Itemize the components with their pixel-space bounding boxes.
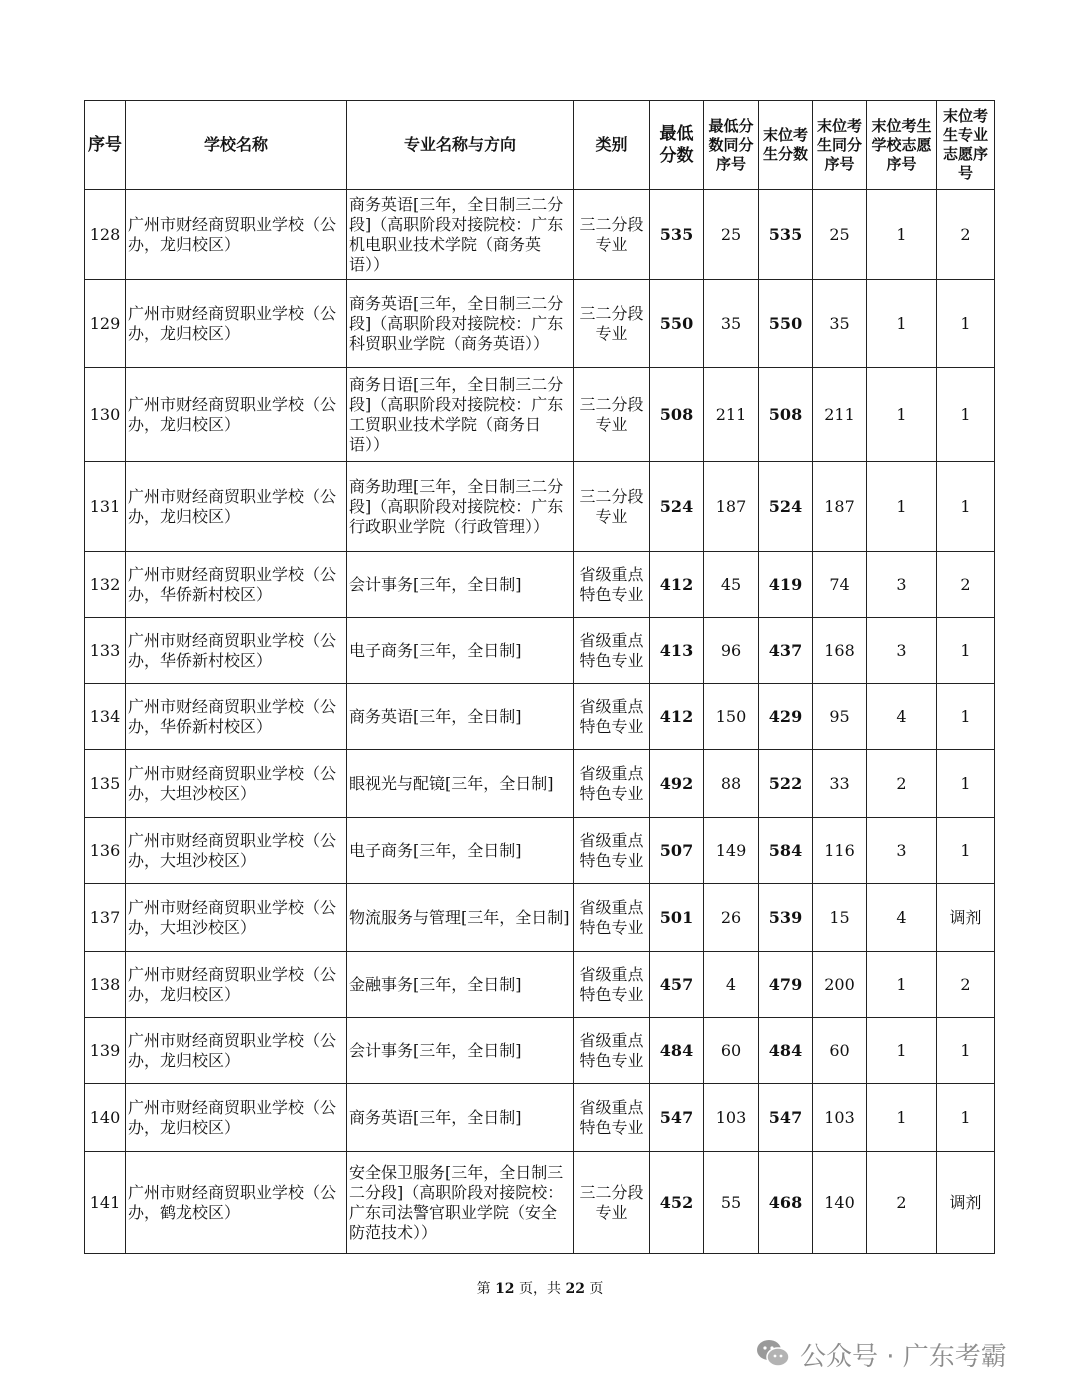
cell-major-pref: 1: [937, 750, 995, 818]
header-school: 学校名称: [126, 101, 347, 190]
cell-last-score: 539: [759, 884, 813, 952]
cell-last-rank: 140: [813, 1152, 867, 1254]
cell-school: 广州市财经商贸职业学校（公办，龙归校区）: [126, 952, 347, 1018]
table-row: [85, 684, 995, 750]
cell-last-score: 524: [759, 462, 813, 552]
cell-min-rank: 150: [704, 684, 759, 750]
cell-school-pref: 1: [867, 1018, 937, 1084]
cell-major-pref: 调剂: [937, 884, 995, 952]
cell-min-score: 501: [650, 884, 704, 952]
cell-last-score: 479: [759, 952, 813, 1018]
cell-school: 广州市财经商贸职业学校（公办，华侨新村校区）: [126, 552, 347, 618]
cell-min-rank: 60: [704, 1018, 759, 1084]
cell-school-pref: 1: [867, 368, 937, 462]
cell-last-rank: 74: [813, 552, 867, 618]
cell-school-pref: 1: [867, 1084, 937, 1152]
table-row: [85, 368, 995, 462]
cell-type: 三二分段专业: [574, 280, 650, 368]
cell-major: 安全保卫服务[三年，全日制三二分段]（高职阶段对接院校：广东司法警官职业学院（安全防范技术））: [347, 1152, 574, 1254]
watermark-text: 公众号 · 广东考霸: [800, 1341, 1007, 1372]
cell-min-score: 484: [650, 1018, 704, 1084]
cell-school-pref: 1: [867, 462, 937, 552]
cell-seq: 139: [85, 1018, 126, 1084]
table-row: [85, 462, 995, 552]
cell-school-pref: 2: [867, 1152, 937, 1254]
cell-last-rank: 95: [813, 684, 867, 750]
admission-score-table: [84, 100, 995, 1254]
cell-last-rank: 200: [813, 952, 867, 1018]
cell-last-score: 522: [759, 750, 813, 818]
cell-school-pref: 3: [867, 552, 937, 618]
cell-school: 广州市财经商贸职业学校（公办，龙归校区）: [126, 1084, 347, 1152]
cell-school: 广州市财经商贸职业学校（公办，华侨新村校区）: [126, 684, 347, 750]
cell-school-pref: 1: [867, 190, 937, 280]
table-row: [85, 884, 995, 952]
cell-type: 省级重点特色专业: [574, 952, 650, 1018]
cell-last-score: 419: [759, 552, 813, 618]
cell-min-rank: 211: [704, 368, 759, 462]
cell-min-score: 492: [650, 750, 704, 818]
cell-seq: 134: [85, 684, 126, 750]
cell-min-rank: 55: [704, 1152, 759, 1254]
cell-min-rank: 187: [704, 462, 759, 552]
cell-major-pref: 调剂: [937, 1152, 995, 1254]
cell-major-pref: 2: [937, 552, 995, 618]
cell-last-score: 550: [759, 280, 813, 368]
cell-seq: 133: [85, 618, 126, 684]
cell-major-pref: 1: [937, 280, 995, 368]
header-last-score: 末位考生分数: [759, 101, 813, 190]
cell-school-pref: 4: [867, 684, 937, 750]
cell-last-rank: 187: [813, 462, 867, 552]
cell-min-score: 413: [650, 618, 704, 684]
cell-major: 会计事务[三年，全日制]: [347, 1018, 574, 1084]
cell-min-rank: 149: [704, 818, 759, 884]
cell-last-rank: 15: [813, 884, 867, 952]
cell-last-rank: 211: [813, 368, 867, 462]
cell-school-pref: 3: [867, 818, 937, 884]
cell-type: 省级重点特色专业: [574, 552, 650, 618]
cell-major-pref: 1: [937, 684, 995, 750]
table-row: [85, 190, 995, 280]
cell-min-score: 535: [650, 190, 704, 280]
table-row: [85, 1152, 995, 1254]
table-row: [85, 818, 995, 884]
cell-min-score: 524: [650, 462, 704, 552]
cell-type: 省级重点特色专业: [574, 1018, 650, 1084]
cell-last-rank: 116: [813, 818, 867, 884]
cell-school-pref: 2: [867, 750, 937, 818]
cell-major: 眼视光与配镜[三年，全日制]: [347, 750, 574, 818]
cell-min-score: 452: [650, 1152, 704, 1254]
cell-major-pref: 1: [937, 1018, 995, 1084]
header-row: [85, 101, 995, 190]
cell-major: 商务英语[三年，全日制三二分段]（高职阶段对接院校：广东科贸职业学院（商务英语））: [347, 280, 574, 368]
cell-last-rank: 25: [813, 190, 867, 280]
cell-major: 商务助理[三年，全日制三二分段]（高职阶段对接院校：广东行政职业学院（行政管理））: [347, 462, 574, 552]
total-pages: 22: [565, 1281, 585, 1297]
cell-type: 省级重点特色专业: [574, 618, 650, 684]
cell-last-rank: 35: [813, 280, 867, 368]
header-major: 专业名称与方向: [347, 101, 574, 190]
cell-min-rank: 4: [704, 952, 759, 1018]
cell-seq: 131: [85, 462, 126, 552]
table-row: [85, 618, 995, 684]
cell-last-rank: 103: [813, 1084, 867, 1152]
cell-school: 广州市财经商贸职业学校（公办，龙归校区）: [126, 462, 347, 552]
cell-school: 广州市财经商贸职业学校（公办，龙归校区）: [126, 190, 347, 280]
cell-major: 商务英语[三年，全日制三二分段]（高职阶段对接院校：广东机电职业技术学院（商务英语））: [347, 190, 574, 280]
cell-major: 电子商务[三年，全日制]: [347, 818, 574, 884]
header-major-pref: 末位考生专业志愿序号: [937, 101, 995, 190]
cell-seq: 136: [85, 818, 126, 884]
cell-type: 省级重点特色专业: [574, 818, 650, 884]
cell-major-pref: 1: [937, 618, 995, 684]
page-footer: 第 12 页，共 22 页: [476, 1281, 604, 1297]
cell-school: 广州市财经商贸职业学校（公办，大坦沙校区）: [126, 884, 347, 952]
header-last-rank: 末位考生同分序号: [813, 101, 867, 190]
cell-type: 三二分段专业: [574, 368, 650, 462]
cell-seq: 137: [85, 884, 126, 952]
cell-last-score: 547: [759, 1084, 813, 1152]
cell-min-score: 550: [650, 280, 704, 368]
cell-school-pref: 1: [867, 952, 937, 1018]
cell-major-pref: 1: [937, 368, 995, 462]
cell-seq: 135: [85, 750, 126, 818]
cell-major: 物流服务与管理[三年，全日制]: [347, 884, 574, 952]
cell-school: 广州市财经商贸职业学校（公办，鹤龙校区）: [126, 1152, 347, 1254]
header-school-pref: 末位考生学校志愿序号: [867, 101, 937, 190]
cell-type: 省级重点特色专业: [574, 1084, 650, 1152]
cell-school-pref: 4: [867, 884, 937, 952]
cell-seq: 129: [85, 280, 126, 368]
wechat-icon: [756, 1338, 790, 1370]
cell-last-rank: 33: [813, 750, 867, 818]
cell-seq: 128: [85, 190, 126, 280]
table-row: [85, 552, 995, 618]
cell-major: 电子商务[三年，全日制]: [347, 618, 574, 684]
cell-last-score: 437: [759, 618, 813, 684]
cell-min-rank: 103: [704, 1084, 759, 1152]
cell-min-score: 507: [650, 818, 704, 884]
cell-type: 省级重点特色专业: [574, 684, 650, 750]
cell-major: 会计事务[三年，全日制]: [347, 552, 574, 618]
cell-type: 三二分段专业: [574, 190, 650, 280]
cell-min-rank: 45: [704, 552, 759, 618]
cell-major: 金融事务[三年，全日制]: [347, 952, 574, 1018]
header-min-score: 最低分数: [650, 101, 704, 190]
cell-min-score: 412: [650, 684, 704, 750]
watermark: [756, 1334, 1007, 1374]
cell-major-pref: 1: [937, 1084, 995, 1152]
cell-type: 省级重点特色专业: [574, 884, 650, 952]
cell-seq: 132: [85, 552, 126, 618]
table-row: [85, 952, 995, 1018]
current-page: 12: [495, 1281, 515, 1297]
table-row: [85, 1018, 995, 1084]
cell-school: 广州市财经商贸职业学校（公办，大坦沙校区）: [126, 818, 347, 884]
cell-school: 广州市财经商贸职业学校（公办，龙归校区）: [126, 368, 347, 462]
header-min-rank: 最低分数同分序号: [704, 101, 759, 190]
table-row: [85, 280, 995, 368]
cell-last-score: 535: [759, 190, 813, 280]
cell-major: 商务日语[三年，全日制三二分段]（高职阶段对接院校：广东工贸职业技术学院（商务日语））: [347, 368, 574, 462]
cell-major-pref: 2: [937, 952, 995, 1018]
cell-school: 广州市财经商贸职业学校（公办，大坦沙校区）: [126, 750, 347, 818]
cell-min-score: 547: [650, 1084, 704, 1152]
cell-min-rank: 96: [704, 618, 759, 684]
cell-last-score: 508: [759, 368, 813, 462]
cell-major: 商务英语[三年，全日制]: [347, 1084, 574, 1152]
cell-major-pref: 2: [937, 190, 995, 280]
cell-major-pref: 1: [937, 818, 995, 884]
cell-min-score: 508: [650, 368, 704, 462]
cell-min-score: 457: [650, 952, 704, 1018]
cell-last-score: 484: [759, 1018, 813, 1084]
cell-last-score: 584: [759, 818, 813, 884]
cell-min-rank: 88: [704, 750, 759, 818]
cell-min-score: 412: [650, 552, 704, 618]
cell-school-pref: 3: [867, 618, 937, 684]
header-type: 类别: [574, 101, 650, 190]
cell-major: 商务英语[三年，全日制]: [347, 684, 574, 750]
cell-seq: 130: [85, 368, 126, 462]
table-row: [85, 1084, 995, 1152]
cell-seq: 140: [85, 1084, 126, 1152]
cell-school-pref: 1: [867, 280, 937, 368]
cell-min-rank: 25: [704, 190, 759, 280]
cell-school: 广州市财经商贸职业学校（公办，龙归校区）: [126, 1018, 347, 1084]
cell-seq: 138: [85, 952, 126, 1018]
cell-type: 省级重点特色专业: [574, 750, 650, 818]
cell-last-rank: 168: [813, 618, 867, 684]
cell-major-pref: 1: [937, 462, 995, 552]
cell-type: 三二分段专业: [574, 462, 650, 552]
cell-school: 广州市财经商贸职业学校（公办，华侨新村校区）: [126, 618, 347, 684]
cell-last-rank: 60: [813, 1018, 867, 1084]
cell-last-score: 429: [759, 684, 813, 750]
cell-last-score: 468: [759, 1152, 813, 1254]
cell-school: 广州市财经商贸职业学校（公办，龙归校区）: [126, 280, 347, 368]
cell-seq: 141: [85, 1152, 126, 1254]
cell-type: 三二分段专业: [574, 1152, 650, 1254]
table-row: [85, 750, 995, 818]
header-seq: 序号: [85, 101, 126, 190]
cell-min-rank: 35: [704, 280, 759, 368]
cell-min-rank: 26: [704, 884, 759, 952]
